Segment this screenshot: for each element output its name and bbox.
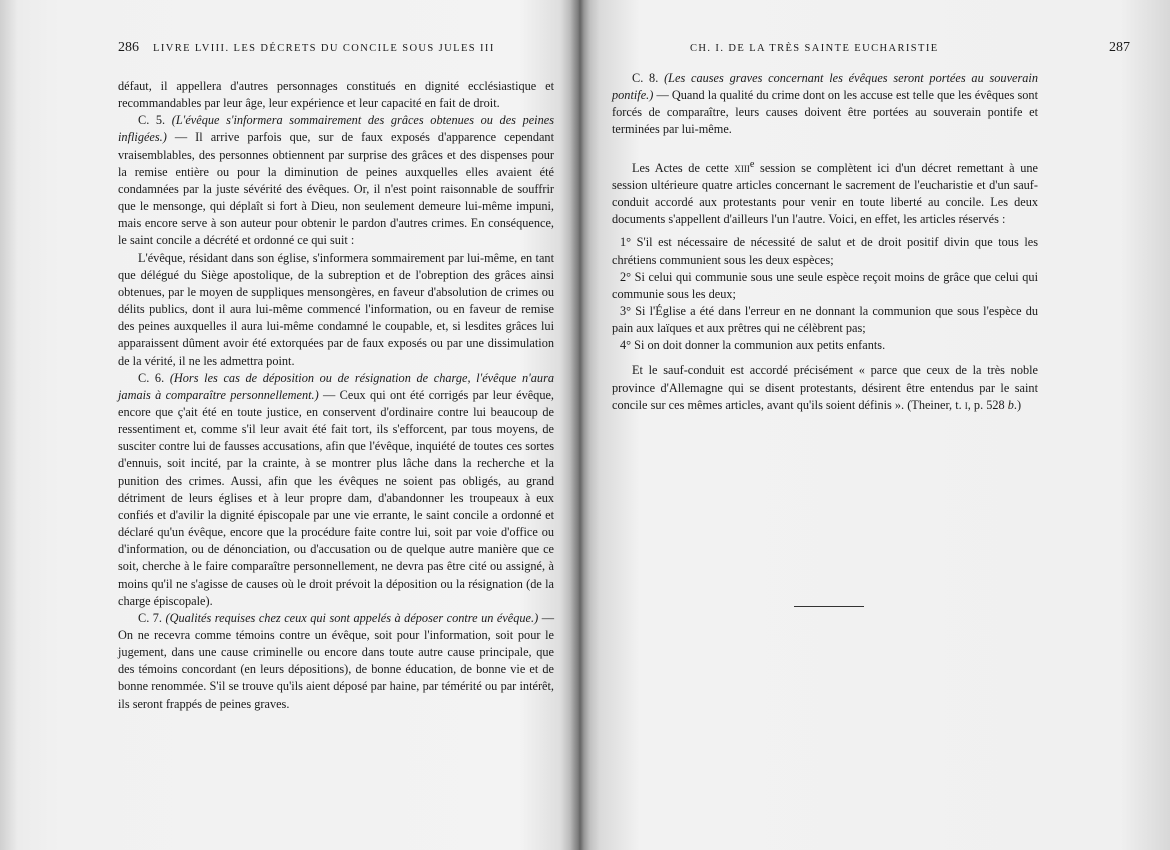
- canon-7-label: C. 7.: [138, 610, 163, 625]
- canon-7-paragraph: [118, 610, 554, 713]
- left-page-header: [118, 40, 558, 62]
- left-running-head: LIVRE LVIII. LES DÉCRETS DU CONCILE SOUS JULES III: [153, 43, 495, 54]
- right-page-body: [612, 70, 1038, 414]
- canon-7-text: — On ne recevra comme témoins contre un évêque, soit pour l'information, soit pour le jugement, dans une cause criminelle ou encore dans toute autre cause principale, que des témoins concordant (en leurs dépositions), de bonne éducation, de bonne vie et de bonne renommée. S'il se trouve qu'ils aient déposé par haine, par témérité ou par intérêt, ils seront frappés de peines graves.: [118, 610, 554, 711]
- canon-6-rubric: (Hors les cas de déposition ou de résignation de charge, l'évêque n'aura jamais à comparaître personnellement.): [118, 370, 555, 402]
- canon-5-paragraph: [118, 112, 554, 249]
- paragraph-eveque-residant: L'évêque, résidant dans son église, s'informera sommairement par lui-même, en tant que délégué du Siège apostolique, de la subreption et de l'obreption des grâces ainsi obtenues, par le moyen de suppliques mensongères, en faveur d'absolution de crimes ou délits publics, dont il aura lui-même commencé l'information, ou en faveur de remise des peines auxquelles il aura lui-même condamné le coupable, et, si lesdites grâces lui apparaissent dûment avoir été extorquées par de faux exposés ou par une dissimulation de la vérité, il ne les admettra point.: [118, 250, 554, 368]
- safe-conduct-tome: i: [964, 397, 968, 412]
- canon-8-label: C. 8.: [632, 71, 659, 85]
- paragraph-continuation: défaut, il appellera d'autres personnages constitués en dignité ecclésiastique et recommandables par leur âge, leur expérience et leur capacité en fait de droit.: [118, 79, 554, 111]
- left-page-number: 286: [118, 40, 139, 55]
- canon-8-text: — Quand la qualité du crime dont on les accuse est telle que les évêques sont forcés de comparaître, leurs causes doivent être portées au souverain pontife et terminées par lui-même.: [612, 88, 1038, 137]
- right-running-head: CH. I. DE LA TRÈS SAINTE EUCHARISTIE: [690, 43, 939, 54]
- right-page-header: [690, 40, 1130, 62]
- canon-6-paragraph: [118, 370, 554, 610]
- safe-conduct-column: b: [1007, 397, 1014, 412]
- reserved-article-3: 3° Si l'Église a été dans l'erreur en ne donnant la communion que sous l'espèce du pain aux laïques et aux prêtres qui ne célèbrent pas;: [612, 303, 1038, 336]
- acts-text-end: session se complètent ici d'un décret remettant à une session ultérieure quatre articles concernant le sacrement de l'eucharistie et d'un sauf-conduit accordé aux protestants pour venir en toute liberté au concile. Les deux documents s'appellent d'ailleurs l'un l'autre. Voici, en effet, les articles réservés :: [612, 160, 1039, 227]
- canon-5-label: C. 5.: [138, 113, 166, 128]
- section-gap: [612, 139, 1038, 156]
- left-page-body: [118, 78, 554, 713]
- canon-7-rubric: (Qualités requises chez ceux qui sont appelés à déposer contre un évêque.): [165, 610, 539, 625]
- canon-6-label: C. 6.: [138, 370, 165, 385]
- canon-5-rubric: (L'évêque s'informera sommairement des grâces obtenues ou des peines infligées.): [118, 113, 554, 145]
- left-page: [0, 0, 578, 850]
- canon-6-text: — Ceux qui ont été corrigés par leur évêque, encore que ç'ait été en toute justice, en conservent d'ordinaire contre lui beaucoup de ressentiment et, comme s'il leur avait été fait tort, ils s'efforcent, par tous moyens, de susciter contre lui de fausses accusations, afin que l'évêque, inquiété de toutes ces sortes d'ennuis, soit incité, par la crainte, à se montrer plus lâche dans la recherche et la punition des crimes. Aussi, afin que les évêques ne soient pas obligés, au grand détriment de leurs églises et à leur propre dam, d'abandonner les troupeaux à eux confiés et d'avilir la dignité épiscopale par une vie errante, le saint concile a ordonné et déclaré qu'un évêque, encore que la procédure faite contre lui, soit par voie d'office ou d'information, ou de dénonciation, ou d'accusation ou de quelque autre manière que ce soit, cherche à le faire comparaître personnellement, ne devra pas être cité ou assigné, à moins qu'il ne s'agisse de causes où le droit prévoit la déposition ou la résignation (de la charge épiscopale).: [118, 387, 555, 608]
- canon-8-rubric: (Les causes graves concernant les évêques seront portées au souverain pontife.): [612, 71, 1038, 103]
- acts-session-suffix: e: [749, 158, 755, 170]
- list-gap-after: [612, 354, 1038, 362]
- safe-conduct-paragraph: [612, 362, 1038, 413]
- reserved-article-2: 2° Si celui qui communie sous une seule espèce reçoit moins de grâce que celui qui communie sous les deux;: [612, 269, 1038, 301]
- end-of-chapter-rule: [794, 606, 864, 607]
- acts-paragraph: [612, 156, 1038, 229]
- canon-8-paragraph: [612, 70, 1038, 139]
- safe-conduct-close: .): [1013, 397, 1022, 412]
- reserved-article-1: 1° S'il est nécessaire de nécessité de salut et de droit positif divin que tous les chrétiens communient sous les deux espèces;: [612, 235, 1038, 267]
- acts-session-number: xiii: [734, 160, 750, 175]
- reserved-article-4: 4° Si on doit donner la communion aux petits enfants.: [620, 338, 886, 353]
- safe-conduct-page: , p. 528: [967, 397, 1008, 412]
- right-page-number: 287: [1109, 40, 1130, 55]
- acts-text-start: Les Actes de cette: [632, 160, 735, 175]
- safe-conduct-text: Et le sauf-conduit est accordé précisément « parce que ceux de la très noble province d'Allemagne qui se disent protestants, désirent être entendus par le saint concile sur ces mêmes articles, avant qu'ils soient définis ». (Theiner, t.: [612, 363, 1038, 412]
- right-page: [582, 0, 1170, 850]
- canon-5-text: — Il arrive parfois que, sur de faux exposés d'apparence cependant vraisemblables, des personnes obtiennent par surprise des grâces et des dispenses pour la remise entière ou pour la diminution de peines auxquelles elles avaient été condamnées par la juste sévérité des évêques. Or, il n'est point raisonnable de souffrir que le mensonge, qui déplaît si fort à Dieu, non seulement demeure lui-même impuni, mais encore serve à son auteur pour obtenir le pardon d'autres crimes. En conséquence, le saint concile a décrété et ordonné ce qui suit :: [118, 130, 554, 248]
